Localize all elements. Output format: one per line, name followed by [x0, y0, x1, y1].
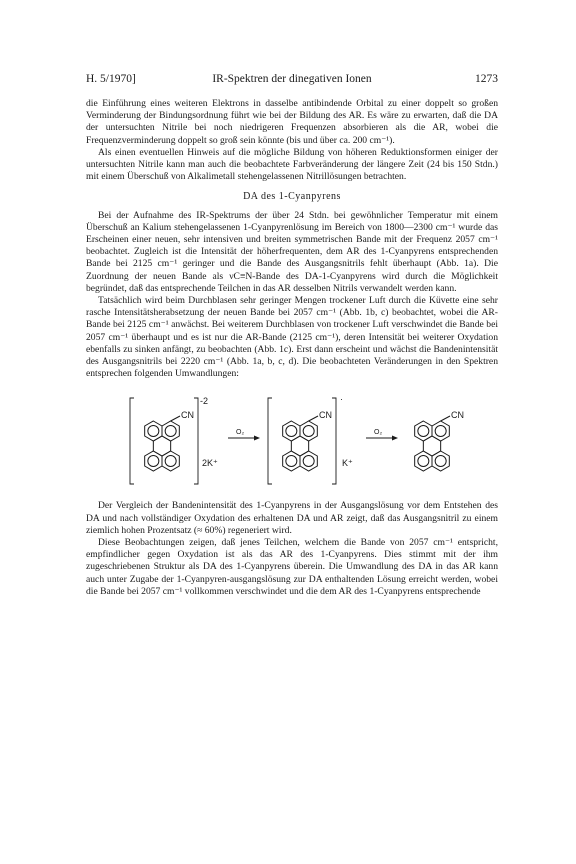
running-title: IR-Spektren der dinegativen Ionen — [212, 73, 372, 85]
dianion-counterion: 2K⁺ — [202, 458, 218, 469]
arrow-reagent-1: O₂ — [236, 429, 245, 437]
reaction-scheme — [86, 388, 498, 492]
dianion-charge: -2 — [200, 396, 209, 407]
paragraph: Tatsächlich wird beim Durchblasen sehr geringer Mengen trockener Luft durch die Küvette eine sehr rasche Intensitätsherabsetzung der neuen Bande bei 2057 cm⁻¹ (Abb. 1b, c) beobachtet, wobei die AR-Bande bei 2125 cm⁻¹ anwächst. Bei weiterem Durchblasen von trockener Luft verschwindet die Bande bei 2057 cm⁻¹ überhaupt und es ist nur die AR-Bande (2125 cm⁻¹), deren Intensität bei weiterer Oxydation ebenfalls zu sinken anfängt, zu beobachten (Abb. 1c). Erst dann erscheint und wächst die Bandenintensität des Ausgangsnitrils bei 2220 cm⁻¹ (Abb. 1a, b, c, d). Die beobachteten Veränderungen in den Spektren entsprechen folgenden Umwandlungen: — [86, 295, 498, 380]
reaction-arrow-1 — [228, 429, 260, 441]
page-number: 1273 — [475, 73, 498, 85]
article-body — [86, 98, 498, 598]
neutral-cyanopyrene-structure — [415, 410, 464, 471]
cn-group-label: CN — [181, 410, 194, 421]
paragraph: Der Vergleich der Bandenintensität des 1-Cyanpyrens in der Ausgangslösung vor dem Entstehen des DA und nach vollständiger Oxydation des erhaltenen DA und AR zeigt, daß das Ausgangsnitril zu einem ziemlich hohen Prozentsatz (≈ 60%) regeneriert wird. — [86, 500, 498, 536]
cn-group-label: CN — [451, 410, 464, 421]
paragraph: Als einen eventuellen Hinweis auf die mögliche Bildung von höheren Reduktionsformen einiger der untersuchten Nitrile kann man auch die beobachtete Farbveränderung der längere Zeit (24 bis 150 Stdn.) mit einem Überschuß von Alkalimetall stehengelassenen Nitrillösungen betrachten. — [86, 146, 498, 183]
reaction-scheme-figure — [86, 388, 498, 492]
cn-group-label: CN — [319, 410, 332, 421]
paragraph: Diese Beobachtungen zeigen, daß jenes Teilchen, welchem die Bande von 2057 cm⁻¹ entspricht, empfindlicher gegen Oxydation ist als das AR des 1-Cyanpyrens. Dies stimmt mit der ihm zugeschriebenen Struktur als DA des 1-Cyanpyrens überein. Die Umwandlung des DA in das AR kann auch unter Zugabe der 1-Cyanpyren-ausgangslösung zur DA enthaltenden Lösung erreicht werden, wobei die Bande bei 2057 cm⁻¹ vollkommen verschwindet und die dem AR des 1-Cyanpyrens entsprechende — [86, 537, 498, 597]
paragraph: die Einführung eines weiteren Elektrons in dasselbe antibindende Orbital zu einer doppelt so großen Verminderung der Bindungsordnung führt wie bei der Bildung des AR. Es wäre zu erwarten, daß die DA der untersuchten Nitrile bei noch niedrigeren Frequenzen absorbieren als die AR, wobei die Frequenzverminderung doppelt so groß sein könnte (bis und über ca. 200 cm⁻¹). — [86, 98, 498, 146]
journal-issue: H. 5/1970] — [86, 73, 136, 85]
running-header — [86, 73, 498, 87]
anion-radical-structure — [268, 394, 353, 484]
reaction-arrow-2 — [366, 429, 398, 441]
section-heading: DA des 1-Cyanpyrens — [243, 191, 341, 203]
anion-charge: · — [340, 394, 343, 405]
anion-counterion: K⁺ — [342, 458, 353, 469]
dianion-structure — [130, 396, 218, 484]
paragraph: Bei der Aufnahme des IR-Spektrums der über 24 Stdn. bei gewöhnlicher Temperatur mit einem Überschuß an Kalium stehengelassenen 1-Cyanpyrenlösung im Bereich von 1800—2300 cm⁻¹ wurde das Erscheinen einer neuen, sehr intensiven und breiten symmetrischen Bande mit der Frequenz 2057 cm⁻¹ beobachtet. Zugleich ist die Intensität der höherfrequenten, dem AR des 1-Cyanpyrens entsprechenden Bande bei 2125 cm⁻¹ geringer und die Bande des Ausgangsnitrils fehlt überhaupt (Abb. 1a). Die Zuordnung der neuen Bande als νC≡N-Bande des DA-1-Cyanpyrens wird durch die Möglichkeit begründet, daß das entsprechende Teilchen in das AR desselben Nitrils verwandelt werden kann. — [86, 209, 498, 294]
arrow-reagent-2: O₂ — [374, 429, 383, 437]
